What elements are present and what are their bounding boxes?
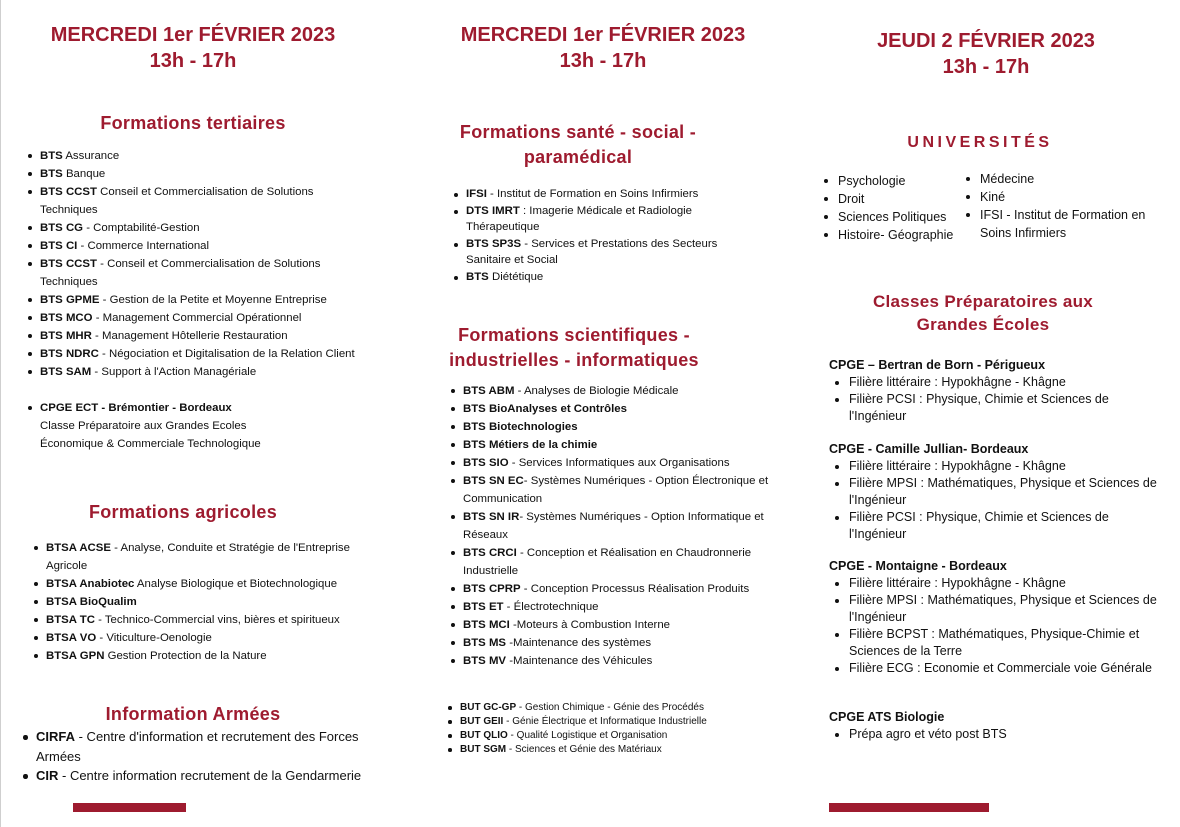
item-code: CIR <box>36 768 59 783</box>
item-code: BTS MHR <box>40 330 92 342</box>
list-item: Filière PCSI : Physique, Chimie et Sciences de l'Ingénieur <box>829 509 1159 543</box>
list-item <box>32 593 357 611</box>
item-code: BTS CRCI <box>463 547 517 559</box>
list-item: Filière BCPST : Mathématiques, Physique-Chimie et Sciences de la Terre <box>829 626 1159 660</box>
section-title-armees: Information Armées <box>105 704 281 724</box>
item-code: BUT GC-GP <box>460 702 517 713</box>
item-code: BTSA GPN <box>46 650 105 662</box>
list-item: Filière littéraire : Hypokhâgne - Khâgne <box>829 458 1159 475</box>
list-item <box>26 183 356 219</box>
item-desc: - Management Commercial Opérationnel <box>92 312 302 324</box>
item-desc: Assurance <box>62 150 120 162</box>
list-item <box>449 382 779 400</box>
section-title-sante <box>425 120 731 170</box>
list-item <box>449 472 779 508</box>
item-code: BTS <box>40 150 63 162</box>
item-code: BUT SGM <box>460 744 507 755</box>
title-line: Grandes Écoles <box>916 315 1050 334</box>
item-code: BTS Métiers de la chimie <box>463 439 598 451</box>
item-desc: Banque <box>62 168 106 180</box>
date-heading-col3 <box>833 28 1139 80</box>
item-code: BTS MV <box>463 655 507 667</box>
item-code: BTS SP3S <box>466 237 522 250</box>
cpge-group-list <box>829 458 1159 543</box>
title-line: Formations scientifiques - <box>458 325 690 345</box>
title-line: paramédical <box>523 147 633 167</box>
list-item <box>449 454 779 472</box>
list-item <box>446 715 776 729</box>
item-code: BTS <box>466 270 489 283</box>
list-item <box>449 418 779 436</box>
item-desc: Diététique <box>488 270 544 283</box>
list-item: Filière MPSI : Mathématiques, Physique et Sciences de l'Ingénieur <box>829 475 1159 509</box>
list-item <box>446 729 776 743</box>
item-desc: - Qualité Logistique et Organisation <box>507 730 668 741</box>
list-item <box>449 400 779 418</box>
item-code: BTS CCST <box>40 186 97 198</box>
list-item <box>452 236 752 269</box>
item-desc: Gestion Protection de la Nature <box>104 650 267 662</box>
list-universites-left <box>818 172 968 244</box>
item-desc: Analyse Biologique et Biotechnologique <box>134 578 338 590</box>
item-desc: : Imagerie Médicale et Radiologie Thérapeutique <box>466 204 693 233</box>
list-item <box>32 539 357 575</box>
list-item: Filière MPSI : Mathématiques, Physique et Sciences de l'Ingénieur <box>829 592 1159 626</box>
cpge-ect-line2: Économique & Commerciale Technologique <box>40 438 261 450</box>
item-code: BTS CI <box>40 240 78 252</box>
item-code: BTS SN IR <box>463 511 520 523</box>
cpge-group <box>829 709 1159 743</box>
item-code: BTS ABM <box>463 385 515 397</box>
item-code: BTS MS <box>463 637 507 649</box>
list-item <box>449 580 779 598</box>
decorative-bar <box>73 803 186 812</box>
list-item: Prépa agro et véto post BTS <box>829 726 1159 743</box>
list-item <box>452 186 752 203</box>
title-line: Classes Préparatoires aux <box>872 292 1094 311</box>
cpge-group <box>829 441 1159 543</box>
date-label: MERCREDI 1er FÉVRIER 2023 <box>50 24 336 46</box>
list-item <box>449 652 779 670</box>
list-item <box>449 436 779 454</box>
time-label: 13h - 17h <box>149 50 237 72</box>
item-code: BTS CG <box>40 222 84 234</box>
section-title-tertiaire: Formations tertiaires <box>100 113 286 133</box>
list-item <box>452 203 752 236</box>
item-desc: - Technico-Commercial vins, bières et spiritueux <box>94 614 340 626</box>
item-code: BTSA TC <box>46 614 95 626</box>
list-item: Droit <box>818 190 968 208</box>
item-desc: - Centre information recrutement de la Gendarmerie <box>58 768 362 783</box>
item-desc: - Analyses de Biologie Médicale <box>514 385 679 397</box>
list-item: Kiné <box>960 188 1160 206</box>
title-line: industrielles - informatiques <box>449 350 699 370</box>
cpge-group-list <box>829 575 1159 677</box>
cpge-ect-block <box>26 399 346 453</box>
date-label: MERCREDI 1er FÉVRIER 2023 <box>460 24 746 46</box>
list-item: Psychologie <box>818 172 968 190</box>
cpge-group-list <box>829 374 1159 425</box>
cpge-ect-list <box>26 399 346 417</box>
item-code: BUT QLIO <box>460 730 508 741</box>
list-item <box>26 327 356 345</box>
cpge-group-title: CPGE ATS Biologie <box>829 710 945 724</box>
item-desc: - Centre d'information et recrutement des Forces Armées <box>36 729 359 764</box>
item-code: IFSI <box>466 188 487 200</box>
item-code: DTS IMRT <box>466 204 520 217</box>
item-desc: - Conseil et Commercialisation de Solutions Techniques <box>40 258 321 288</box>
list-item: Médecine <box>960 170 1160 188</box>
item-desc: -Maintenance des Véhicules <box>506 655 653 667</box>
date-heading-col2 <box>450 22 756 74</box>
list-item <box>449 598 779 616</box>
item-desc: - Gestion Chimique - Génie des Procédés <box>516 702 704 713</box>
cpge-ect-line1: Classe Préparatoire aux Grandes Ecoles <box>40 420 247 432</box>
item-code: BTS Biotechnologies <box>463 421 578 433</box>
list-item: Filière littéraire : Hypokhâgne - Khâgne <box>829 374 1159 391</box>
list-item <box>20 727 370 766</box>
list-scientifiques <box>449 382 779 670</box>
list-item <box>449 616 779 634</box>
cpge-group <box>829 558 1159 677</box>
list-item: Filière ECG : Economie et Commerciale voie Générale <box>829 660 1159 677</box>
item-code: CIRFA <box>36 729 75 744</box>
item-desc: - Systèmes Numériques - Option Informatique et Réseaux <box>463 511 764 541</box>
list-item <box>26 309 356 327</box>
item-desc: - Sciences et Génie des Matériaux <box>506 744 662 755</box>
list-item <box>446 701 776 715</box>
list-tertiaire <box>26 147 356 381</box>
time-label: 13h - 17h <box>942 56 1030 78</box>
cpge-group-list <box>829 726 1159 743</box>
list-item <box>449 508 779 544</box>
item-code: BTSA ACSE <box>46 542 111 554</box>
section-title-cpge <box>833 290 1133 336</box>
item-desc: - Négociation et Digitalisation de la Relation Client <box>98 348 355 360</box>
item-desc: - Services et Prestations des Secteurs Sanitaire et Social <box>466 237 718 266</box>
list-item <box>449 634 779 652</box>
item-code: BTS SN EC <box>463 475 524 487</box>
list-item <box>446 743 776 757</box>
list-but <box>446 701 776 757</box>
list-item <box>26 399 346 417</box>
section-title-agricoles: Formations agricoles <box>88 502 278 522</box>
list-item: Filière littéraire : Hypokhâgne - Khâgne <box>829 575 1159 592</box>
list-item <box>32 575 357 593</box>
item-code: BTSA Anabiotec <box>46 578 135 590</box>
item-desc: Conseil et Commercialisation de Solutions Techniques <box>40 186 314 216</box>
item-code: BTS MCO <box>40 312 93 324</box>
item-code: BUT GEII <box>460 716 504 727</box>
list-item: Sciences Politiques <box>818 208 968 226</box>
item-code: BTSA VO <box>46 632 97 644</box>
item-desc: - Conception et Réalisation en Chaudronnerie Industrielle <box>463 547 752 577</box>
item-desc: -Maintenance des systèmes <box>506 637 652 649</box>
item-code: BTSA BioQualim <box>46 596 137 608</box>
item-desc: - Comptabilité-Gestion <box>83 222 200 234</box>
item-code: BTS SAM <box>40 366 92 378</box>
item-desc: - Analyse, Conduite et Stratégie de l'Entreprise Agricole <box>46 542 350 572</box>
time-label: 13h - 17h <box>559 50 647 72</box>
cpge-group-title: CPGE – Bertran de Born - Périgueux <box>829 358 1046 372</box>
list-item <box>26 237 356 255</box>
title-line: Formations santé - social - <box>459 122 697 142</box>
item-desc: - Gestion de la Petite et Moyenne Entreprise <box>99 294 327 306</box>
list-item <box>26 291 356 309</box>
item-code: BTS CCST <box>40 258 97 270</box>
decorative-bar <box>829 803 989 812</box>
date-heading-col1 <box>40 22 346 74</box>
list-item <box>32 629 357 647</box>
list-armees <box>20 727 370 786</box>
section-title-universites: UNIVERSITÉS <box>907 134 1053 151</box>
item-desc: - Viticulture-Oenologie <box>96 632 212 644</box>
list-item <box>449 544 779 580</box>
cpge-group-title: CPGE - Montaigne - Bordeaux <box>829 559 1007 573</box>
list-item <box>20 766 370 786</box>
section-title-scientifiques <box>424 323 724 373</box>
item-desc: - Services Informatiques aux Organisations <box>508 457 730 469</box>
list-item <box>32 647 357 665</box>
item-code: BTS <box>40 168 63 180</box>
item-desc: - Commerce International <box>77 240 210 252</box>
list-item: IFSI - Institut de Formation en Soins Infirmiers <box>960 206 1160 242</box>
list-item: Histoire- Géographie <box>818 226 968 244</box>
item-code: BTS SIO <box>463 457 509 469</box>
item-desc: - Conception Processus Réalisation Produits <box>520 583 750 595</box>
item-code: BTS GPME <box>40 294 100 306</box>
list-item <box>26 363 356 381</box>
item-desc: - Électrotechnique <box>503 601 599 613</box>
item-desc: - Systèmes Numériques - Option Électronique et Communication <box>463 475 769 505</box>
list-item <box>26 165 356 183</box>
list-item <box>26 219 356 237</box>
date-label: JEUDI 2 FÉVRIER 2023 <box>877 30 1095 52</box>
page-edge <box>0 0 1 827</box>
item-code: BTS BioAnalyses et Contrôles <box>463 403 627 415</box>
list-sante <box>452 186 752 285</box>
cpge-ect-title: CPGE ECT - Brémontier - Bordeaux <box>40 402 232 414</box>
item-desc: - Génie Électrique et Informatique Industrielle <box>503 716 707 727</box>
item-desc: - Institut de Formation en Soins Infirmiers <box>486 188 699 200</box>
item-desc: - Management Hôtellerie Restauration <box>91 330 288 342</box>
list-item <box>26 255 356 291</box>
item-code: BTS ET <box>463 601 504 613</box>
cpge-group <box>829 357 1159 425</box>
item-code: BTS MCI <box>463 619 510 631</box>
item-code: BTS NDRC <box>40 348 99 360</box>
list-item <box>452 269 752 286</box>
list-item <box>26 345 356 363</box>
list-item: Filière PCSI : Physique, Chimie et Sciences de l'Ingénieur <box>829 391 1159 425</box>
list-item <box>32 611 357 629</box>
item-code: BTS CPRP <box>463 583 521 595</box>
item-desc: -Moteurs à Combustion Interne <box>509 619 671 631</box>
item-desc: - Support à l'Action Managériale <box>91 366 257 378</box>
cpge-group-title: CPGE - Camille Jullian- Bordeaux <box>829 442 1029 456</box>
list-agricoles <box>32 539 357 665</box>
list-universites-right <box>960 170 1160 242</box>
list-item <box>26 147 356 165</box>
